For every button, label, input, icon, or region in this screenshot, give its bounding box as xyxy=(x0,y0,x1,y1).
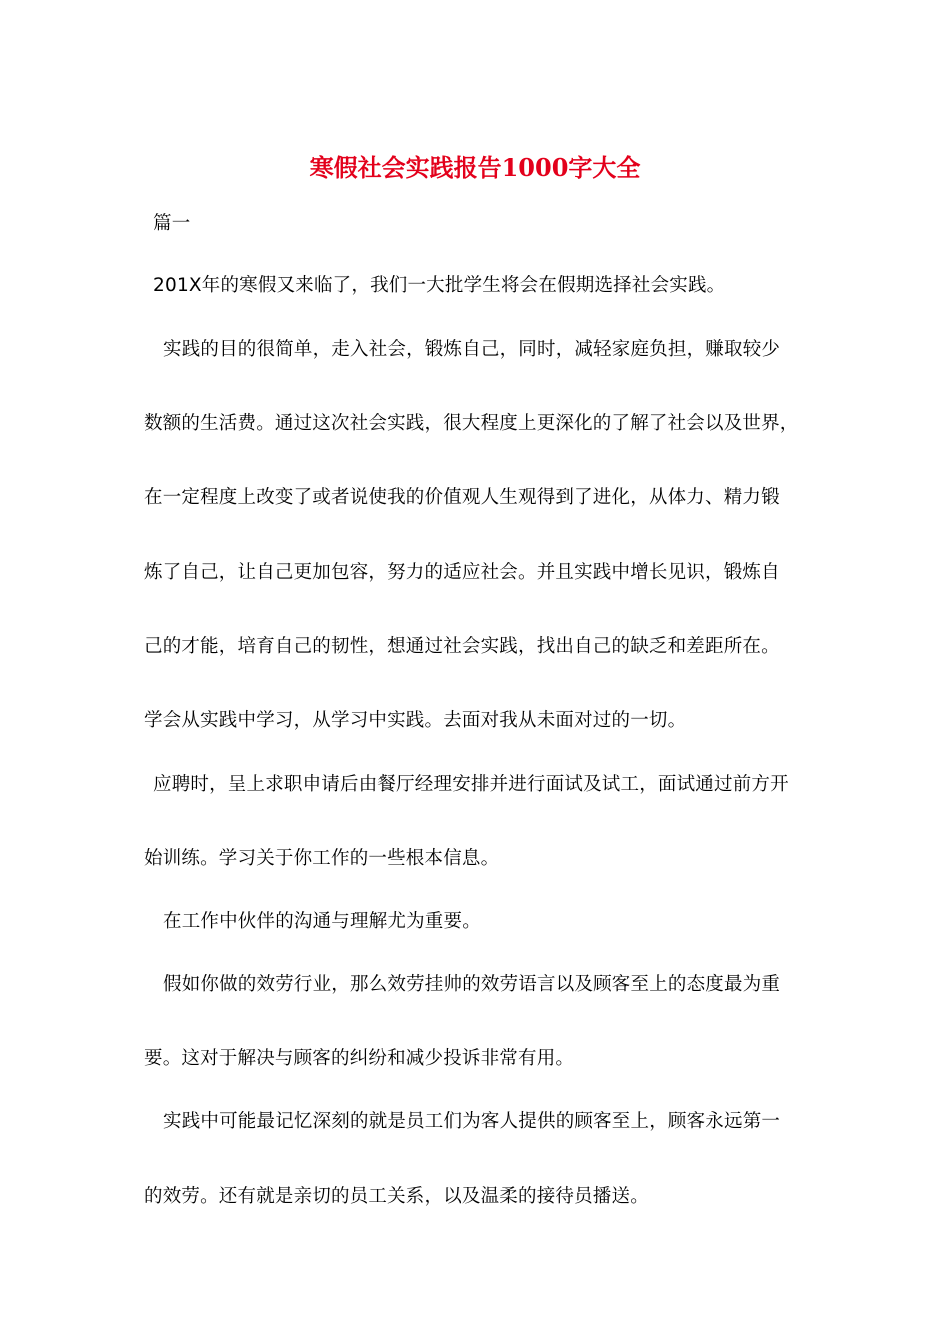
section-heading: 篇一 xyxy=(153,213,191,234)
paragraph-line: 数额的生活费。通过这次社会实践，很大程度上更深化的了解了社会以及世界， xyxy=(144,413,799,434)
paragraph-line: 始训练。学习关于你工作的一些根本信息。 xyxy=(144,848,500,869)
paragraph-line: 在工作中伙伴的沟通与理解尤为重要。 xyxy=(163,911,481,932)
paragraph-line: 应聘时，呈上求职申请后由餐厅经理安排并进行面试及试工，面试通过前方开 xyxy=(153,774,789,795)
document-title: 寒假社会实践报告1000字大全 xyxy=(309,153,641,182)
paragraph-line: 在一定程度上改变了或者说使我的价值观人生观得到了进化，从体力、精力锻 xyxy=(144,487,780,508)
paragraph-line: 的效劳。还有就是亲切的员工关系，以及温柔的接待员播送。 xyxy=(144,1186,649,1207)
paragraph-line: 炼了自己，让自己更加包容，努力的适应社会。并且实践中增长见识，锻炼自 xyxy=(144,562,780,583)
paragraph-line: 学会从实践中学习，从学习中实践。去面对我从未面对过的一切。 xyxy=(144,710,687,731)
paragraph-line: 201X年的寒假又来临了，我们一大批学生将会在假期选择社会实践。 xyxy=(153,275,726,296)
paragraph-line: 己的才能，培育自己的韧性，想通过社会实践，找出自己的缺乏和差距所在。 xyxy=(144,636,780,657)
paragraph-line: 假如你做的效劳行业，那么效劳挂帅的效劳语言以及顾客至上的态度最为重 xyxy=(163,974,781,995)
paragraph-line: 要。这对于解决与顾客的纠纷和减少投诉非常有用。 xyxy=(144,1048,575,1069)
paragraph-line: 实践中可能最记忆深刻的就是员工们为客人提供的顾客至上，顾客永远第一 xyxy=(163,1111,781,1132)
paragraph-line: 实践的目的很简单，走入社会，锻炼自己，同时，减轻家庭负担，赚取较少 xyxy=(163,339,781,360)
